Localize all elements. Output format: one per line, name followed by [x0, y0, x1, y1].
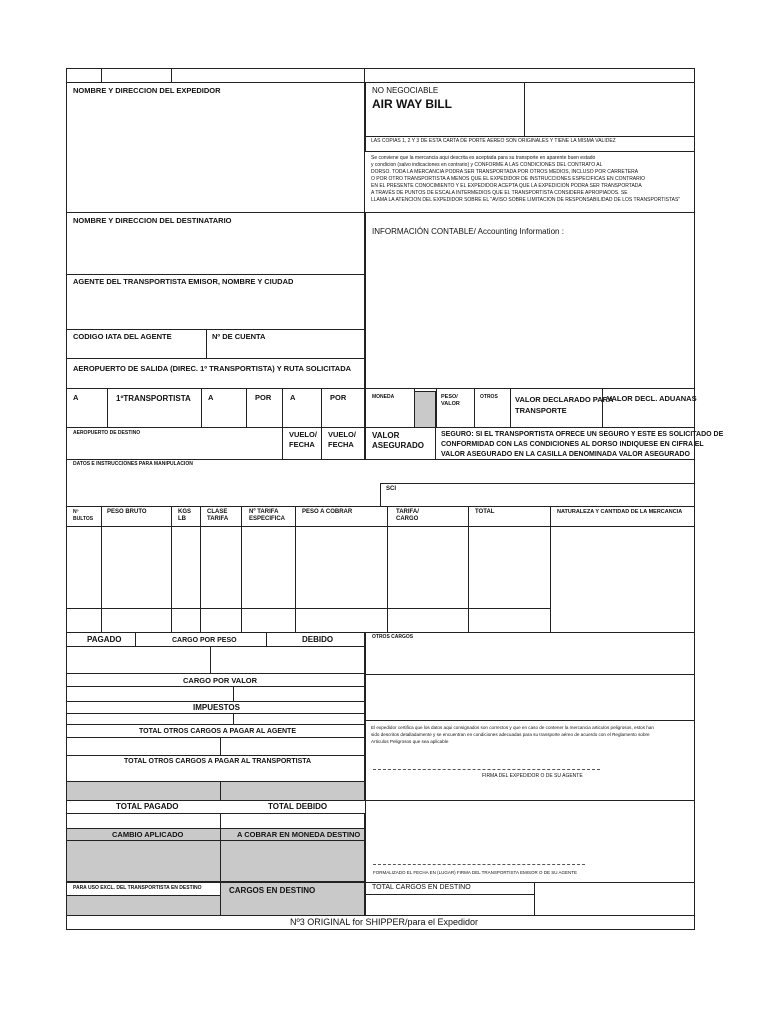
- gross-weight-header: PESO BRUTO: [107, 509, 147, 515]
- nature-header: NATURALEZA Y CANTIDAD DE LA MERCANCIA: [557, 509, 683, 515]
- others-label: OTROS: [480, 394, 498, 400]
- first-carrier-label: 1ºTRANSPORTISTA: [116, 394, 191, 403]
- routing-to1-label: A: [73, 393, 79, 402]
- total-prepaid-value[interactable]: [66, 813, 221, 829]
- chargeable-weight-header: PESO A COBRAR: [302, 509, 353, 515]
- iata-code-label: CODIGO IATA DEL AGENTE: [73, 332, 172, 341]
- exchange-rate-value[interactable]: [66, 840, 221, 882]
- total-other-carrier-prepaid[interactable]: [66, 781, 221, 801]
- cc-charges-label: A COBRAR EN MONEDA DESTINO: [237, 830, 361, 839]
- shipper-label: NOMBRE Y DIRECCION DEL EXPEDIDOR: [73, 86, 221, 95]
- departure-label: AEROPUERTO DE SALIDA (DIREC. 1º TRANSPORTISTA) Y RUTA SOLICITADA: [73, 364, 352, 373]
- shipper-signature-caption: FIRMA DEL EXPEDIDOR O DE SU AGENTE: [482, 773, 583, 779]
- valuation-row: [66, 673, 365, 687]
- total-collect-charges-label-row: [365, 882, 535, 895]
- total-other-agent-row: [66, 724, 365, 738]
- total-other-carrier-label: TOTAL OTROS CARGOS A PAGAR AL TRANSPORTISTA: [124, 758, 312, 765]
- routing-to3-label: A: [290, 393, 296, 402]
- pieces-header: Nº BULTOS: [73, 509, 94, 522]
- total-other-agent-label: TOTAL OTROS CARGOS A PAGAR AL AGENTE: [139, 728, 296, 735]
- awb-number-cell-1[interactable]: [66, 68, 102, 83]
- total-other-carrier-row: [66, 755, 365, 782]
- charges-destination-label: CARGOS EN DESTINO: [229, 886, 316, 895]
- issuer-box: [524, 82, 695, 137]
- currency-label: MONEDA: [372, 394, 395, 400]
- destination-airport-label: AEROPUERTO DE DESTINO: [73, 430, 141, 436]
- departure-box[interactable]: [66, 358, 365, 389]
- awb-title: AIR WAY BILL: [372, 97, 453, 111]
- no-negotiable-label: NO NEGOCIABLE: [372, 86, 439, 95]
- other-charges-box[interactable]: [365, 632, 695, 675]
- declared-carriage-label: VALOR DECLARADO PARA TRANSPORTE: [515, 395, 614, 415]
- collect-label: DEBIDO: [302, 635, 334, 644]
- agent-label: AGENTE DEL TRANSPORTISTA EMISOR, NOMBRE Y CIUDAD: [73, 277, 294, 286]
- routing-by2-label: POR: [330, 393, 347, 402]
- accounting-box[interactable]: [365, 212, 695, 389]
- weight-charge-label: CARGO POR PESO: [172, 637, 237, 644]
- carrier-use-shade: [66, 895, 221, 916]
- shipper-box[interactable]: [66, 82, 365, 213]
- declared-customs-label: VALOR DECL. ADUANAS: [607, 394, 697, 403]
- weight-charge-prepaid[interactable]: [66, 646, 211, 674]
- carrier-use-label: PARA USO EXCL. DEL TRANSPORTISTA EN DESTINO: [73, 885, 202, 891]
- rate-charge-header: TARIFA/ CARGO: [396, 509, 419, 522]
- carrier-signature-line[interactable]: [373, 864, 585, 865]
- other-charges-label: OTROS CARGOS: [372, 634, 414, 640]
- total-collect-label: TOTAL DEBIDO: [268, 802, 328, 811]
- goods-col-nature[interactable]: [550, 506, 695, 633]
- routing-to3-cell[interactable]: [282, 388, 322, 428]
- other-charges-details[interactable]: [365, 674, 695, 721]
- account-no-label: Nº DE CUENTA: [212, 332, 266, 341]
- handling-label: DATOS E INSTRUCCIONES PARA MANIPULACION: [73, 461, 193, 467]
- total-collect-value[interactable]: [220, 813, 365, 829]
- total-other-carrier-collect[interactable]: [220, 781, 365, 801]
- awb-number-cell-2[interactable]: [101, 68, 172, 83]
- insured-value-label: VALOR ASEGURADO: [372, 431, 425, 450]
- exchange-rate-label: CAMBIO APLICADO: [112, 830, 184, 839]
- total-other-agent-collect[interactable]: [220, 737, 365, 756]
- execution-caption: FORMALIZADO EL FECHA EN (LUGAR) FIRMA DEL TRANSPORTISTA EMISOR O DE SU AGENTE: [373, 870, 577, 875]
- valuation-prepaid[interactable]: [66, 686, 234, 702]
- total-collect-charges-label: TOTAL CARGOS EN DESTINO: [372, 884, 471, 891]
- sci-cell[interactable]: [380, 483, 695, 507]
- item-no-header: Nº TARIFA ESPECIFICA: [249, 509, 286, 522]
- tax-label: IMPUESTOS: [193, 703, 240, 712]
- cc-charges-value[interactable]: [220, 840, 365, 882]
- routing-to2-label: A: [208, 393, 214, 402]
- sci-label: SCI: [386, 486, 397, 492]
- copies-note: LAS COPIAS 1, 2 Y 3 DE ESTA CARTA DE PORTE AEREO SON ORIGINALES Y TIENE LA MISMA VALIDEZ: [371, 138, 616, 144]
- total-other-agent-prepaid[interactable]: [66, 737, 221, 756]
- goods-totals-row: [66, 608, 551, 633]
- currency-code-shaded: [414, 391, 436, 428]
- shipper-signature-line[interactable]: [373, 769, 600, 770]
- weight-charge-collect[interactable]: [210, 646, 365, 674]
- insurance-note: SEGURO: SI EL TRANSPORTISTA OFRECE UN SEGURO Y ESTE ES SOLICITADO DE CONFORMIDAD CON LAS CONDICIONES AL DORSO INDIQUESE EN CIFRA EL VALOR ASEGURADO EN LA CASILLA DENOMINADA VALOR ASEGURADO: [441, 431, 724, 458]
- prepaid-label: PAGADO: [87, 635, 122, 644]
- total-prepaid-label: TOTAL PAGADO: [116, 802, 179, 811]
- conditions-text: Se conviene que la mercancia aqui descrita es aceptada para su transporte en aparente buen estado y condicion (salvo indicaciones en contrario) y CONFORME A LAS CONDICIONES DEL CONTRATO AL DORSO. TODA LA MERCANCIA PODRA SER TRANSPORTADA POR OTROS MEDIOS, INCLUSO POR CARRETERA O POR OTRO TRANSPORTISTA A MENOS QUE EL EXPEDIDOR DE INSTRUCCIONES ESPECIFICAS EN CONTRARIO EN EL PRESENTE CONOCIMIENTO Y EL EXPEDIDOR ACEPTA QUE LA EXPEDICION PODRA SER TRANSPORTADA A TRAVÉS DE PUNTOS DE ESCALA INTERMEDIOS QUE EL TRANSPORTISTA CONSIDERE APROPIADOS. SE LLAMA LA ATENCION DEL EXPEDIDOR SOBRE EL "AVISO SOBRE LIMITACION DE RESPONSABILIDAD DE LOS TRANSPORTISTAS": [371, 155, 681, 203]
- flight-date-1-label: VUELO/ FECHA: [289, 430, 317, 449]
- total-header: TOTAL: [475, 509, 495, 515]
- certification-text: El expedidor certifica que los datos aqui consignados son correctos y que en caso de contener la mercancia articulos peligrosos, estos han sido descritos detalladamente y se encuentran en condiciones adecuadas para su transporte aéreo de acuerdo con el Reglamento sobre Articulos Peligrosos que sea aplicable: [371, 725, 654, 744]
- copy-label: Nº3 ORIGINAL for SHIPPER/para el Expedidor: [289, 917, 479, 927]
- routing-by1-label: POR: [255, 393, 272, 402]
- kg-lb-header: KGS LB: [178, 509, 192, 522]
- rate-class-header: CLASE TARIFA: [207, 509, 229, 522]
- valuation-collect[interactable]: [233, 686, 365, 702]
- flight-date-2-label: VUELO/ FECHA: [328, 430, 356, 449]
- awb-number-bottom[interactable]: [534, 882, 695, 916]
- accounting-label: INFORMACIÓN CONTABLE/ Accounting Information :: [372, 227, 564, 236]
- weight-value-label: PESO/ VALOR: [441, 394, 460, 407]
- consignee-label: NOMBRE Y DIRECCION DEL DESTINATARIO: [73, 216, 232, 225]
- valuation-charge-label: CARGO POR VALOR: [183, 676, 258, 685]
